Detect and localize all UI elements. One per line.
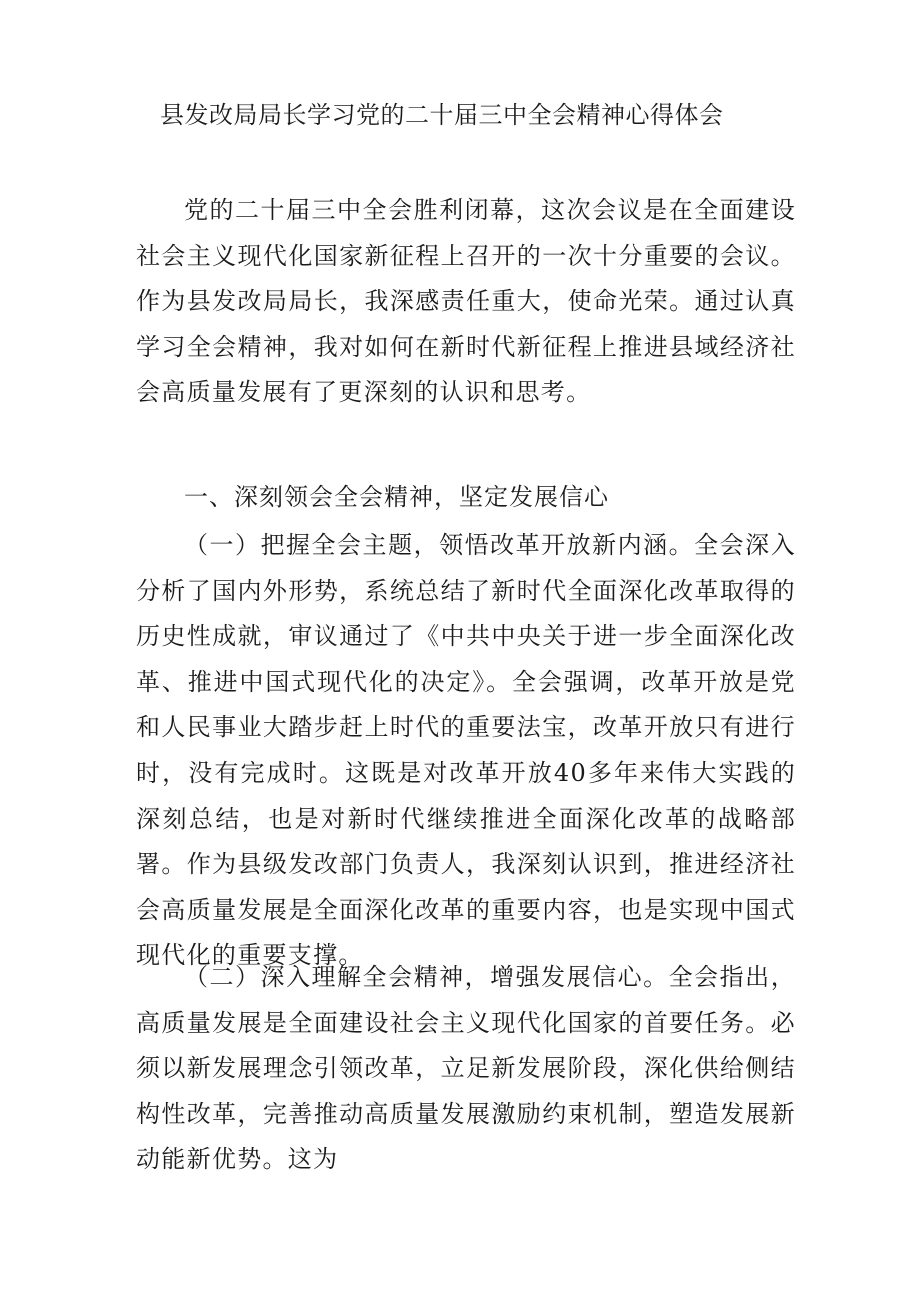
section-heading: 一、深刻领会全会精神，坚定发展信心: [184, 483, 609, 511]
intro-paragraph: 党的二十届三中全会胜利闭幕，这次会议是在全面建设社会主义现代化国家新征程上召开的一次十分重要的会议。作为县发改局局长，我深感责任重大，使命光荣。通过认真学习全会精神，我对如何在新时代新征程上推进县域经济社会高质量发展有了更深刻的认识和思考。: [136, 196, 796, 407]
document-title: 县发改局局长学习党的二十届三中全会精神心得体会: [160, 101, 724, 129]
paragraph-one: （一）把握全会主题，领悟改革开放新内涵。全会深入分析了国内外形势，系统总结了新时代全面深化改革取得的历史性成就，审议通过了《中共中央关于进一步全面深化改革、推进中国式现代化的决定》。全会强调，改革开放是党和人民事业大踏步赶上时代的重要法宝，改革开放只有进行时，没有完成时。这既是对改革开放40多年来伟大实践的深刻总结，也是对新时代继续推进全面深化改革的战略部署。作为县级发改部门负责人，我深刻认识到，推进经济社会高质量发展是全面深化改革的重要内容，也是实现中国式现代化的重要支撑。: [136, 531, 796, 970]
paragraph-two: （二）深入理解全会精神，增强发展信心。全会指出，高质量发展是全面建设社会主义现代化国家的首要任务。必须以新发展理念引领改革，立足新发展阶段，深化供给侧结构性改革，完善推动高质量发展激励约束机制，塑造发展新动能新优势。这为: [136, 963, 796, 1174]
